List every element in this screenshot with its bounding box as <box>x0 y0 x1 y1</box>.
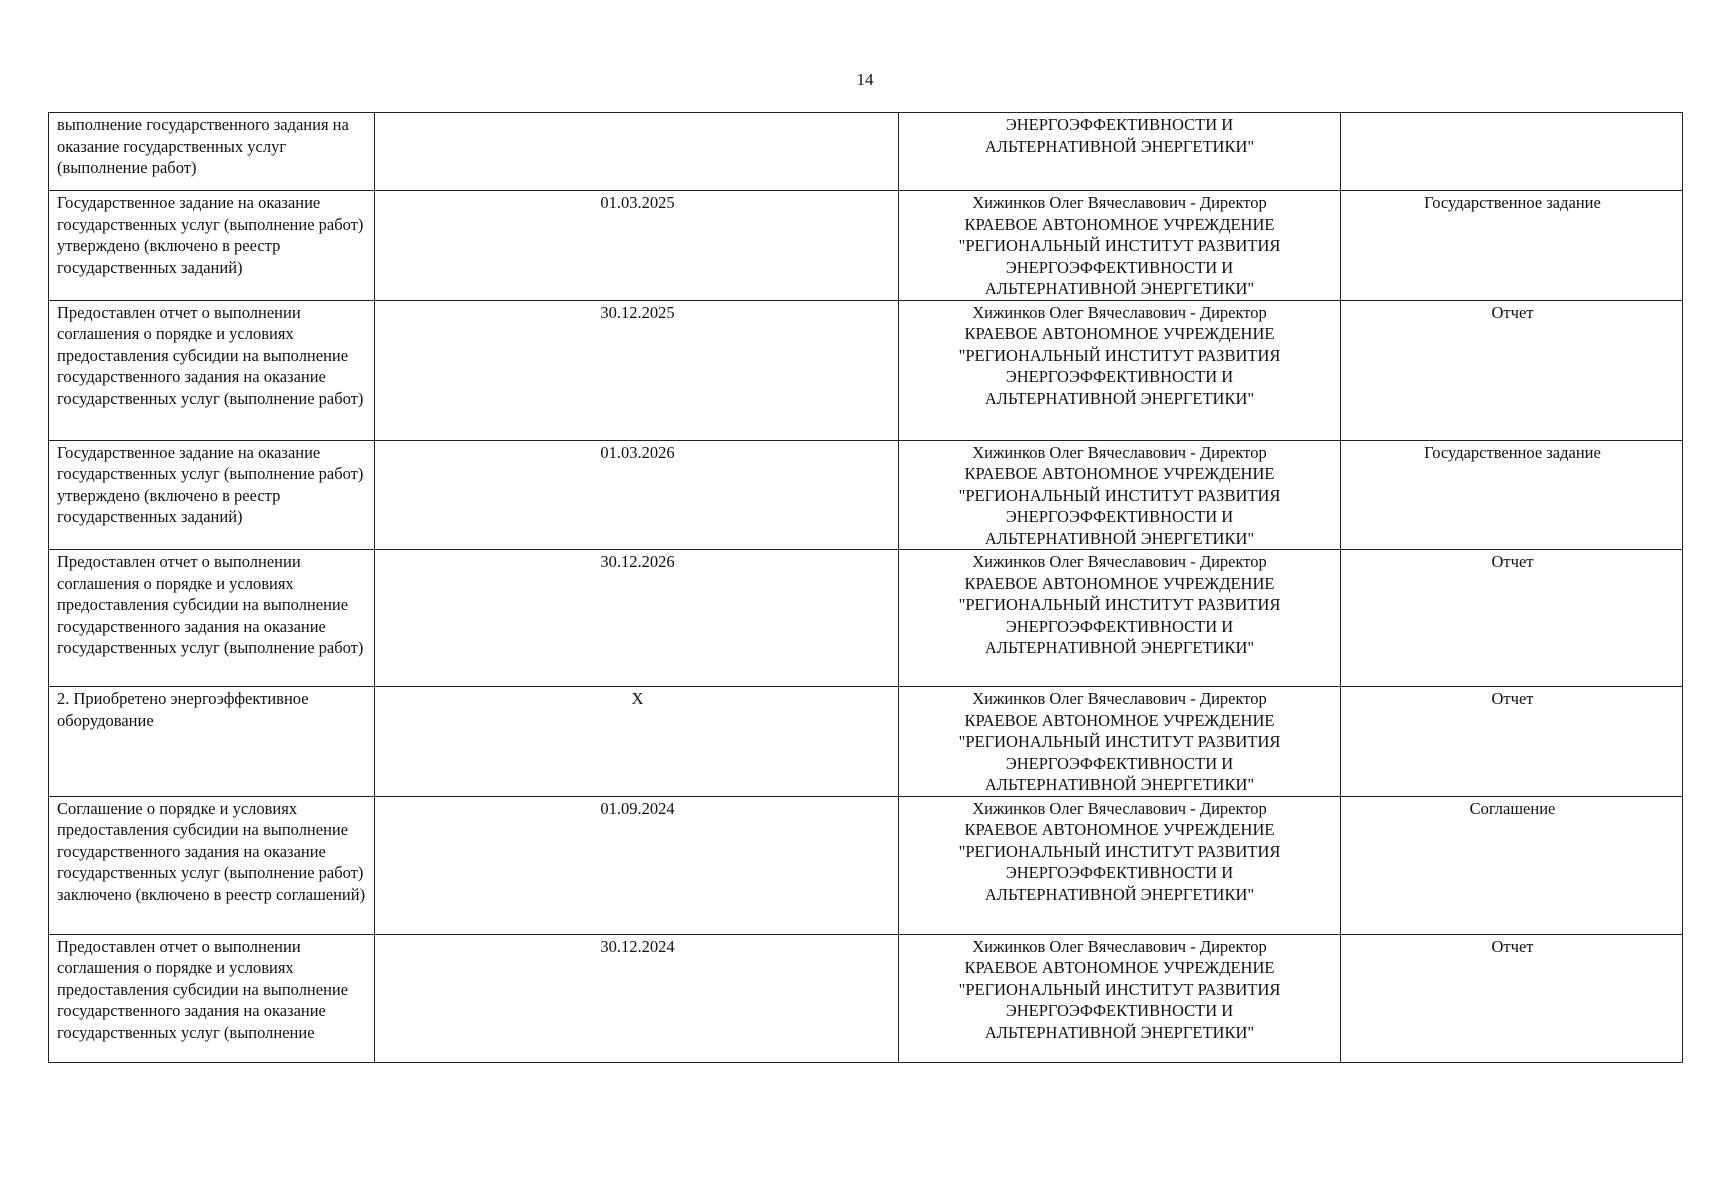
document-type: Соглашение <box>1341 796 1683 934</box>
event-date <box>375 113 899 191</box>
document-type: Отчет <box>1341 934 1683 1062</box>
event-description: Предоставлен отчет о выполнении соглашения о порядке и условиях предоставления субсидии на выполнение государственного задания на оказание государственных услуг (выполнение работ) <box>49 300 375 440</box>
event-description: 2. Приобретено энергоэффективное оборудование <box>49 687 375 797</box>
table-body <box>49 113 1683 1063</box>
table-row <box>49 191 1683 301</box>
event-description: Предоставлен отчет о выполнении соглашения о порядке и условиях предоставления субсидии на выполнение государственного задания на оказание государственных услуг (выполнение работ) <box>49 550 375 687</box>
responsible-line: АЛЬТЕРНАТИВНОЙ ЭНЕРГЕТИКИ" <box>984 528 1255 548</box>
responsible-line: АЛЬТЕРНАТИВНОЙ ЭНЕРГЕТИКИ" <box>984 279 1255 298</box>
responsible-line: АЛЬТЕРНАТИВНОЙ ЭНЕРГЕТИКИ" <box>984 775 1255 794</box>
page-number: 14 <box>856 70 874 89</box>
event-date: 01.03.2025 <box>375 191 899 301</box>
responsible-line: ЭНЕРГОЭФФЕКТИВНОСТИ И <box>1005 753 1234 773</box>
table-row <box>49 934 1683 1062</box>
responsible-line: КРАЕВОЕ АВТОНОМНОЕ УЧРЕЖДЕНИЕ <box>964 958 1275 977</box>
responsible-line: ЭНЕРГОЭФФЕКТИВНОСТИ И <box>1005 507 1234 526</box>
responsible-line: "РЕГИОНАЛЬНЫЙ ИНСТИТУТ РАЗВИТИЯ <box>958 732 1281 751</box>
responsible-line: ЭНЕРГОЭФФЕКТИВНОСТИ И <box>1005 863 1234 882</box>
responsible-line: КРАЕВОЕ АВТОНОМНОЕ УЧРЕЖДЕНИЕ <box>964 573 1275 593</box>
document-type: Отчет <box>1341 687 1683 797</box>
responsible-line: КРАЕВОЕ АВТОНОМНОЕ УЧРЕЖДЕНИЕ <box>964 820 1275 839</box>
event-date: 30.12.2024 <box>375 934 899 1062</box>
event-date: 30.12.2026 <box>375 550 899 687</box>
event-description: Государственное задание на оказание государственных услуг (выполнение работ) утверждено (включено в реестр государственных заданий) <box>49 440 375 550</box>
document-type: Государственное задание <box>1341 440 1683 550</box>
responsible-line: ЭНЕРГОЭФФЕКТИВНОСТИ И <box>1005 115 1234 134</box>
table-row <box>49 550 1683 687</box>
responsible-line: Хижинков Олег Вячеславович - Директор <box>972 689 1267 708</box>
responsible-line: Хижинков Олег Вячеславович - Директор <box>972 442 1267 462</box>
responsible-person <box>899 934 1341 1062</box>
document-type: Отчет <box>1341 300 1683 440</box>
responsible-line: ЭНЕРГОЭФФЕКТИВНОСТИ И <box>1005 616 1234 636</box>
responsible-line: АЛЬТЕРНАТИВНОЙ ЭНЕРГЕТИКИ" <box>984 884 1255 904</box>
responsible-line: "РЕГИОНАЛЬНЫЙ ИНСТИТУТ РАЗВИТИЯ <box>958 595 1281 614</box>
document-type: Отчет <box>1341 550 1683 687</box>
event-date: X <box>375 687 899 797</box>
table-row <box>49 440 1683 550</box>
responsible-line: АЛЬТЕРНАТИВНОЙ ЭНЕРГЕТИКИ" <box>984 638 1255 657</box>
event-date: 01.09.2024 <box>375 796 899 934</box>
responsible-line: Хижинков Олег Вячеславович - Директор <box>972 302 1267 322</box>
responsible-line: Хижинков Олег Вячеславович - Директор <box>972 193 1267 212</box>
responsible-line: КРАЕВОЕ АВТОНОМНОЕ УЧРЕЖДЕНИЕ <box>964 464 1275 483</box>
event-date: 01.03.2026 <box>375 440 899 550</box>
responsible-line: КРАЕВОЕ АВТОНОМНОЕ УЧРЕЖДЕНИЕ <box>964 214 1275 234</box>
responsible-line: "РЕГИОНАЛЬНЫЙ ИНСТИТУТ РАЗВИТИЯ <box>958 979 1281 999</box>
responsible-person <box>899 440 1341 550</box>
document-type <box>1341 113 1683 191</box>
responsible-person <box>899 796 1341 934</box>
responsible-line: КРАЕВОЕ АВТОНОМНОЕ УЧРЕЖДЕНИЕ <box>964 710 1275 730</box>
event-description: Предоставлен отчет о выполнении соглашения о порядке и условиях предоставления субсидии на выполнение государственного задания на оказание государственных услуг (выполнение <box>49 934 375 1062</box>
responsible-line: ЭНЕРГОЭФФЕКТИВНОСТИ И <box>1005 367 1234 386</box>
responsible-line: "РЕГИОНАЛЬНЫЙ ИНСТИТУТ РАЗВИТИЯ <box>958 236 1281 255</box>
event-description: выполнение государственного задания на оказание государственных услуг (выполнение работ) <box>49 113 375 191</box>
responsible-line: Хижинков Олег Вячеславович - Директор <box>972 552 1267 571</box>
responsible-line: "РЕГИОНАЛЬНЫЙ ИНСТИТУТ РАЗВИТИЯ <box>958 841 1281 861</box>
responsible-person <box>899 300 1341 440</box>
responsible-line: КРАЕВОЕ АВТОНОМНОЕ УЧРЕЖДЕНИЕ <box>964 324 1275 343</box>
responsible-line: АЛЬТЕРНАТИВНОЙ ЭНЕРГЕТИКИ" <box>984 136 1255 156</box>
table-row <box>49 687 1683 797</box>
responsible-person <box>899 550 1341 687</box>
responsible-line: "РЕГИОНАЛЬНЫЙ ИНСТИТУТ РАЗВИТИЯ <box>958 345 1281 365</box>
table-row <box>49 796 1683 934</box>
responsible-person <box>899 113 1341 191</box>
responsible-line: АЛЬТЕРНАТИВНОЙ ЭНЕРГЕТИКИ" <box>984 388 1255 408</box>
responsible-line: АЛЬТЕРНАТИВНОЙ ЭНЕРГЕТИКИ" <box>984 1022 1255 1042</box>
responsible-line: Хижинков Олег Вячеславович - Директор <box>972 798 1267 818</box>
event-date: 30.12.2025 <box>375 300 899 440</box>
responsible-line: Хижинков Олег Вячеславович - Директор <box>972 936 1267 956</box>
table-row <box>49 113 1683 191</box>
responsible-person <box>899 191 1341 301</box>
control-points-table <box>48 112 1683 1063</box>
responsible-line: "РЕГИОНАЛЬНЫЙ ИНСТИТУТ РАЗВИТИЯ <box>958 485 1281 505</box>
event-description: Государственное задание на оказание государственных услуг (выполнение работ) утверждено (включено в реестр государственных заданий) <box>49 191 375 301</box>
responsible-line: ЭНЕРГОЭФФЕКТИВНОСТИ И <box>1005 1001 1234 1020</box>
document-type: Государственное задание <box>1341 191 1683 301</box>
event-description: Соглашение о порядке и условиях предоставления субсидии на выполнение государственного задания на оказание государственных услуг (выполнение работ) заключено (включено в реестр соглашений) <box>49 796 375 934</box>
table-row <box>49 300 1683 440</box>
responsible-person <box>899 687 1341 797</box>
responsible-line: ЭНЕРГОЭФФЕКТИВНОСТИ И <box>1005 257 1234 277</box>
